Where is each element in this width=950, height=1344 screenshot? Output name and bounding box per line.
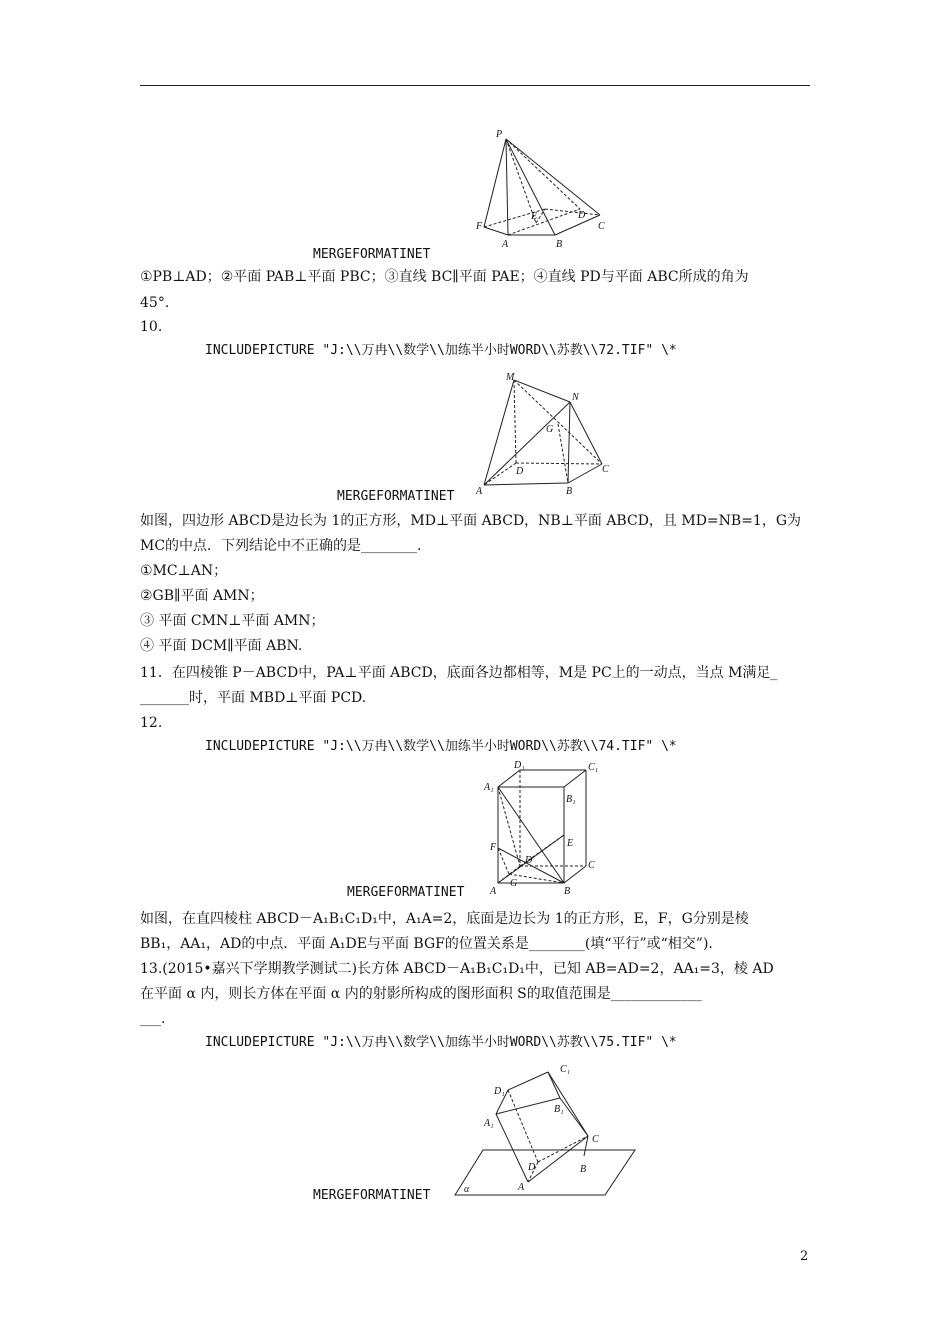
- text-line-20: 在平面 α 内，则长方体在平面 α 内的射影所构成的图形面积 S的取值范围是_____________: [140, 986, 702, 1002]
- label-A: A: [502, 239, 509, 250]
- label-N: N: [572, 392, 579, 403]
- label-A1: A₁: [484, 782, 494, 793]
- text-line-4: INCLUDEPICTURE "J:\\万冉\\数学\\加练半小时WORD\\苏教\\72.TIF" \*: [205, 343, 677, 358]
- text-line-19: 13.(2015•嘉兴下学期教学测试二)长方体 ABCD－A₁B₁C₁D₁中，已知 AB=AD=2，AA₁=3，棱 AD: [140, 961, 774, 977]
- label-alpha: α: [464, 1184, 470, 1195]
- text-line-9: ②GB∥平面 AMN；: [140, 588, 264, 604]
- text-line-8: ①MC⊥AN；: [140, 563, 228, 579]
- text-line-16: MERGEFORMATINET: [347, 885, 465, 900]
- label-C1: C₁: [560, 1064, 571, 1075]
- text-line-23: MERGEFORMATINET: [313, 1188, 431, 1203]
- label-D: D: [578, 210, 586, 221]
- label-B: B: [564, 886, 571, 897]
- figure-prism: [480, 762, 610, 897]
- text-line-17: 如图，在直四棱柱 ABCD－A₁B₁C₁D₁中，A₁A=2，底面是边长为 1的正方形，E，F，G分别是棱: [140, 911, 749, 927]
- figure-square-mn: [470, 368, 620, 500]
- label-A: A: [476, 486, 483, 497]
- label-C1: C₁: [588, 762, 599, 773]
- text-line-7: MC的中点．下列结论中不正确的是________.: [140, 538, 422, 554]
- text-line-6: 如图，四边形 ABCD是边长为 1的正方形，MD⊥平面 ABCD，NB⊥平面 ABCD，且 MD=NB=1，G为: [140, 513, 802, 529]
- label-A: A: [518, 1182, 525, 1193]
- text-line-10: ③ 平面 CMN⊥平面 AMN；: [140, 613, 325, 629]
- page-number: 2: [800, 1249, 809, 1264]
- label-F: F: [490, 842, 497, 853]
- label-D: D: [528, 1162, 536, 1173]
- text-line-1: ①PB⊥AD；②平面 PAB⊥平面 PBC；③直线 BC∥平面 PAE；④直线 PD与平面 ABC所成的角为: [140, 269, 749, 285]
- text-line-21: ___.: [140, 1011, 166, 1027]
- label-B: B: [556, 239, 563, 250]
- label-A1: A₁: [484, 1118, 494, 1129]
- text-line-11: ④ 平面 DCM∥平面 ABN.: [140, 638, 303, 654]
- header-rule: [140, 85, 810, 86]
- label-G: G: [510, 878, 518, 889]
- label-C: C: [592, 1134, 599, 1145]
- label-D: D: [516, 466, 524, 477]
- label-F: F: [476, 221, 483, 232]
- label-B: B: [566, 486, 573, 497]
- text-line-2: 45°.: [140, 295, 170, 311]
- text-line-5: MERGEFORMATINET: [337, 489, 455, 504]
- figure-pyramid: [470, 125, 620, 255]
- label-C: C: [602, 464, 609, 475]
- text-line-13: _______时，平面 MBD⊥平面 PCD.: [140, 690, 367, 706]
- label-D: D: [525, 855, 533, 866]
- label-C: C: [598, 221, 605, 232]
- label-B: B: [580, 1164, 587, 1175]
- label-E: E: [531, 211, 538, 222]
- text-line-18: BB₁，AA₁，AD的中点．平面 A₁DE与平面 BGF的位置关系是________(填“平行”或“相交”).: [140, 936, 713, 952]
- label-A: A: [490, 886, 497, 897]
- text-line-12: 11．在四棱锥 P－ABCD中，PA⊥平面 ABCD，底面各边都相等，M是 PC上的一动点，当点 M满足_: [140, 665, 778, 681]
- text-line-0: MERGEFORMATINET: [313, 247, 431, 262]
- text-line-15: INCLUDEPICTURE "J:\\万冉\\数学\\加练半小时WORD\\苏教\\74.TIF" \*: [205, 739, 677, 754]
- label-B1: B₁: [554, 1104, 564, 1115]
- label-M: M: [506, 372, 515, 383]
- label-P: P: [496, 129, 503, 140]
- text-line-22: INCLUDEPICTURE "J:\\万冉\\数学\\加练半小时WORD\\苏教\\75.TIF" \*: [205, 1035, 677, 1050]
- label-D1: D₁: [514, 760, 525, 771]
- label-G: G: [546, 424, 554, 435]
- label-C: C: [588, 860, 595, 871]
- figure-cuboid-plane: [450, 1062, 640, 1202]
- text-line-14: 12.: [140, 715, 163, 731]
- label-D1: D₁: [494, 1086, 505, 1097]
- label-E: E: [567, 838, 574, 849]
- label-B1: B₁: [566, 794, 576, 805]
- text-line-3: 10.: [140, 319, 163, 335]
